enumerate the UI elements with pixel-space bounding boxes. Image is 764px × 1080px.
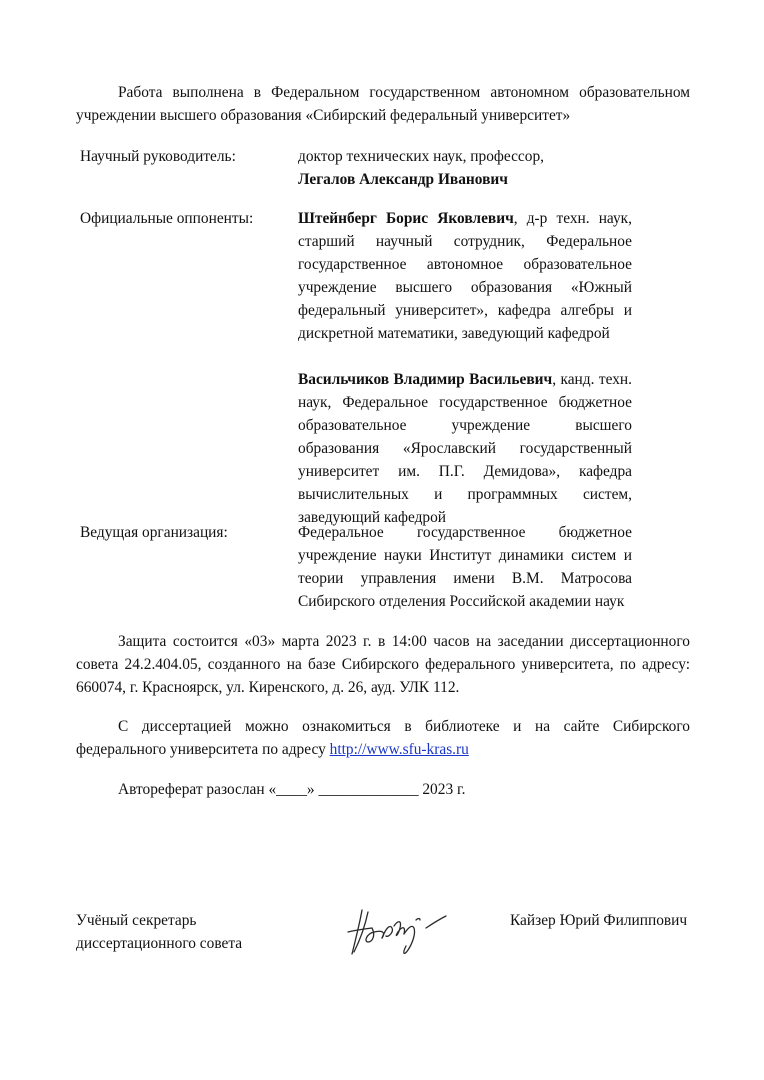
opponents-label: Официальные оппоненты:	[80, 210, 254, 227]
library-paragraph	[76, 715, 690, 761]
lead-org-value	[298, 521, 632, 613]
library-text: С диссертацией можно ознакомиться в библиотеке и на сайте Сибирского федерального университета по адресу	[76, 718, 690, 758]
lead-org-label: Ведущая организация:	[80, 524, 228, 541]
opponent-2-name: Васильчиков Владимир Васильевич	[298, 371, 553, 388]
sent-paragraph: Автореферат разослан «____» _____________ 2023 г.	[118, 781, 466, 798]
opponents-value	[298, 207, 632, 529]
defense-paragraph: Защита состоится «03» марта 2023 г. в 14:00 часов на заседании диссертационного совета 24.2.404.05, созданного на базе Сибирского федерального университета, по адресу: 660074, г. Красноярск, ул. Киренского, д. 26, ауд. УЛК 112.	[76, 633, 690, 696]
supervisor-degree: доктор технических наук, профессор,	[298, 148, 544, 165]
secretary-role-line2: диссертационного совета	[76, 935, 243, 952]
secretary-name: Кайзер Юрий Филиппович	[510, 912, 688, 929]
secretary-role-line1: Учёный секретарь	[76, 912, 197, 929]
opponent-2	[298, 368, 632, 529]
opponent-1-name: Штейнберг Борис Яковлевич	[298, 210, 514, 227]
opponent-1-details: , д-р техн. наук, старший научный сотрудник, Федеральное государственное автономное образовательное учреждение высшего образования «Южный федеральный университет», кафедра алгебры и дискретной математики, заведующий кафедрой	[298, 210, 633, 342]
opponent-2-details: , канд. техн. наук, Федеральное государственное бюджетное образовательное учреждение высшего образования «Ярославский государственный университет им. П.Г. Демидова», кафедра вычислительных и программных систем, заведующий кафедрой	[298, 371, 632, 526]
supervisor-value	[298, 145, 632, 191]
supervisor-label: Научный руководитель:	[80, 148, 236, 165]
handwritten-signature	[342, 898, 452, 962]
lead-org-text: Федеральное государственное бюджетное учреждение науки Институт динамики систем и теории управления имени В.М. Матросова Сибирского отделения Российской академии наук	[298, 524, 632, 610]
opponent-1	[298, 207, 632, 345]
supervisor-name: Легалов Александр Иванович	[298, 171, 508, 188]
intro-paragraph: Работа выполнена в Федеральном государственном автономном образовательном учреждении высшего образования «Сибирский федеральный университет»	[76, 84, 690, 124]
university-website-link[interactable]: http://www.sfu-kras.ru	[329, 741, 469, 758]
